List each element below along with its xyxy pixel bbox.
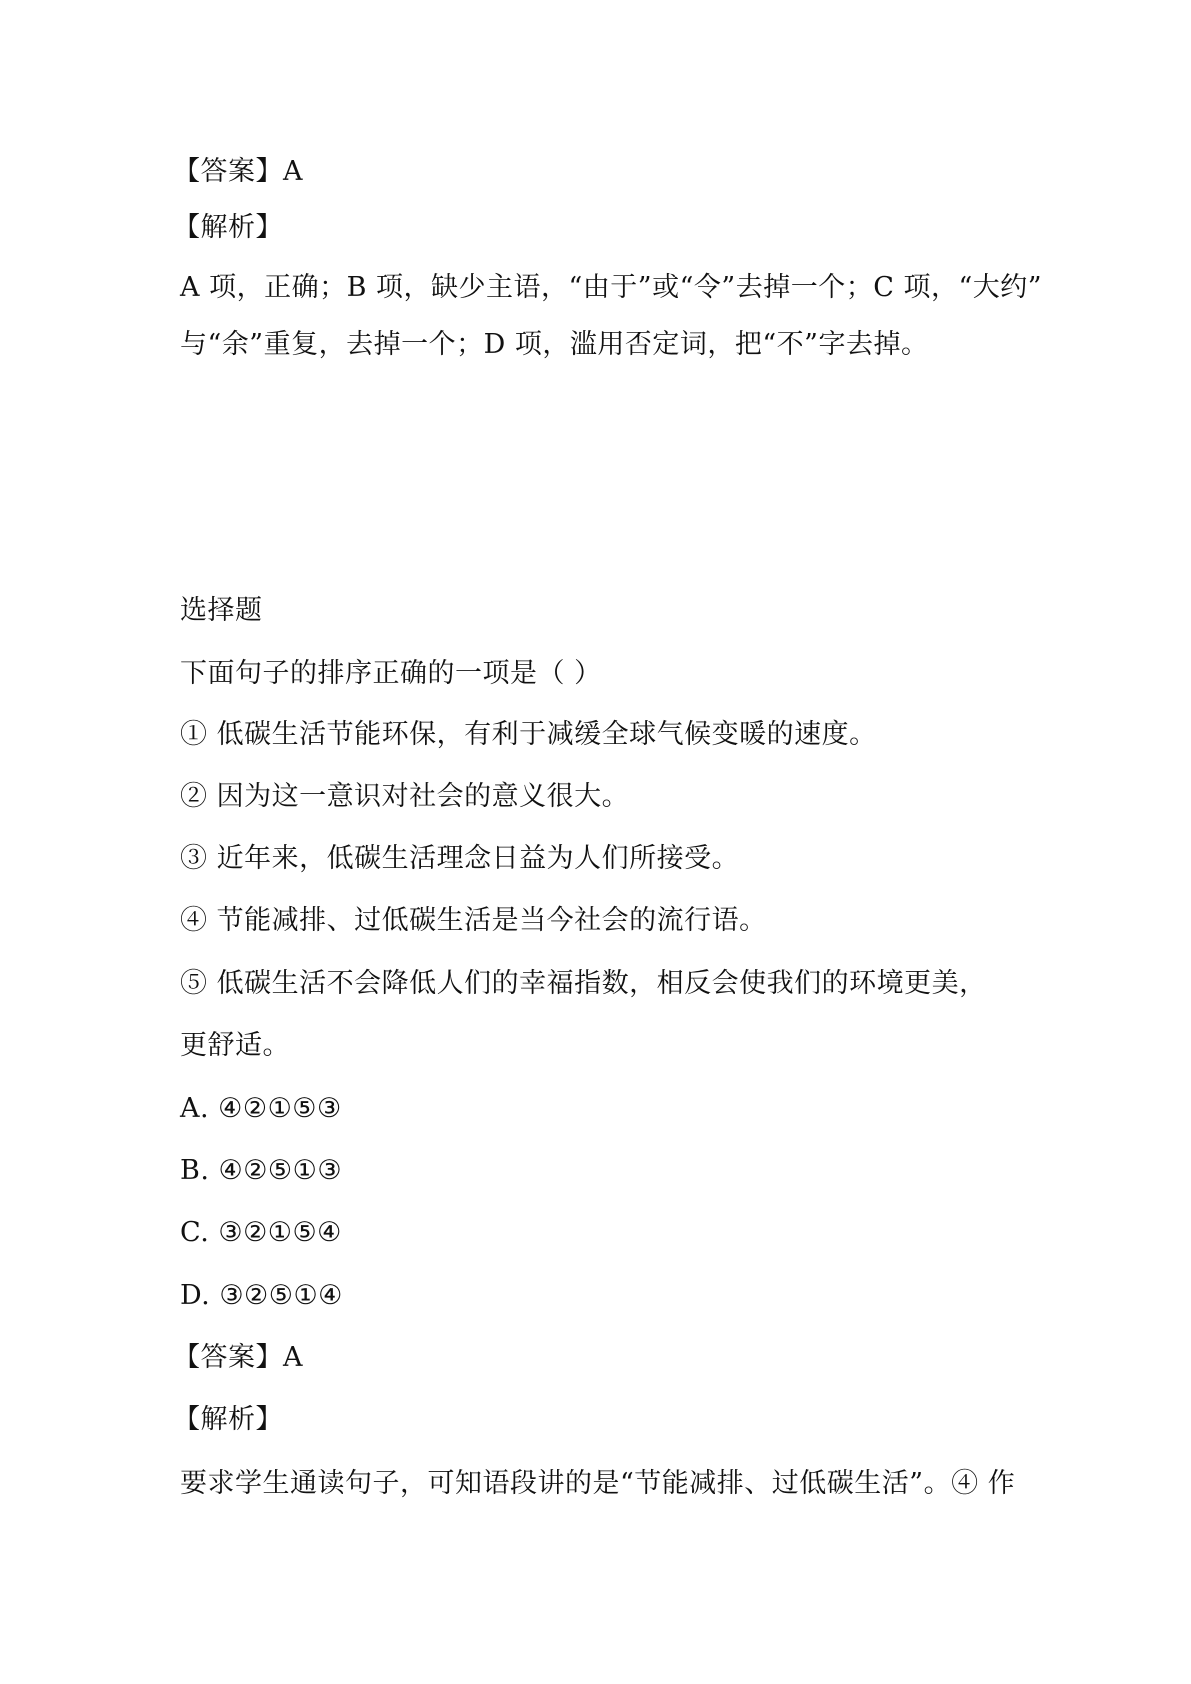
analysis-label: 【解析】: [173, 212, 283, 243]
question-type-label: 选择题: [180, 595, 263, 626]
analysis-text-line: 要求学生通读句子，可知语段讲的是“节能减排、过低碳生活”。④ 作: [180, 1468, 1016, 1499]
option-d: D. ③②⑤①④: [180, 1280, 343, 1311]
answer-label: 【答案】A: [173, 1342, 303, 1373]
analysis-label: 【解析】: [173, 1404, 283, 1435]
sentence-item: ③ 近年来，低碳生活理念日益为人们所接受。: [180, 843, 740, 874]
analysis-text-line: 与“余”重复，去掉一个；D 项，滥用否定词，把“不”字去掉。: [180, 329, 929, 360]
option-c: C. ③②①⑤④: [180, 1217, 342, 1248]
analysis-text-line: A 项，正确；B 项，缺少主语，“由于”或“令”去掉一个；C 项，“大约”: [180, 272, 1043, 303]
sentence-item: ② 因为这一意识对社会的意义很大。: [180, 781, 630, 812]
answer-label: 【答案】A: [173, 156, 303, 187]
question-stem: 下面句子的排序正确的一项是（ ）: [180, 658, 602, 689]
sentence-item: ④ 节能减排、过低碳生活是当今社会的流行语。: [180, 905, 767, 936]
sentence-item: ⑤ 低碳生活不会降低人们的幸福指数，相反会使我们的环境更美，: [180, 968, 987, 999]
sentence-item: ① 低碳生活节能环保，有利于减缓全球气候变暖的速度。: [180, 719, 877, 750]
sentence-item-continuation: 更舒适。: [180, 1030, 290, 1061]
option-b: B. ④②⑤①③: [180, 1155, 343, 1186]
option-a: A. ④②①⑤③: [180, 1093, 342, 1124]
